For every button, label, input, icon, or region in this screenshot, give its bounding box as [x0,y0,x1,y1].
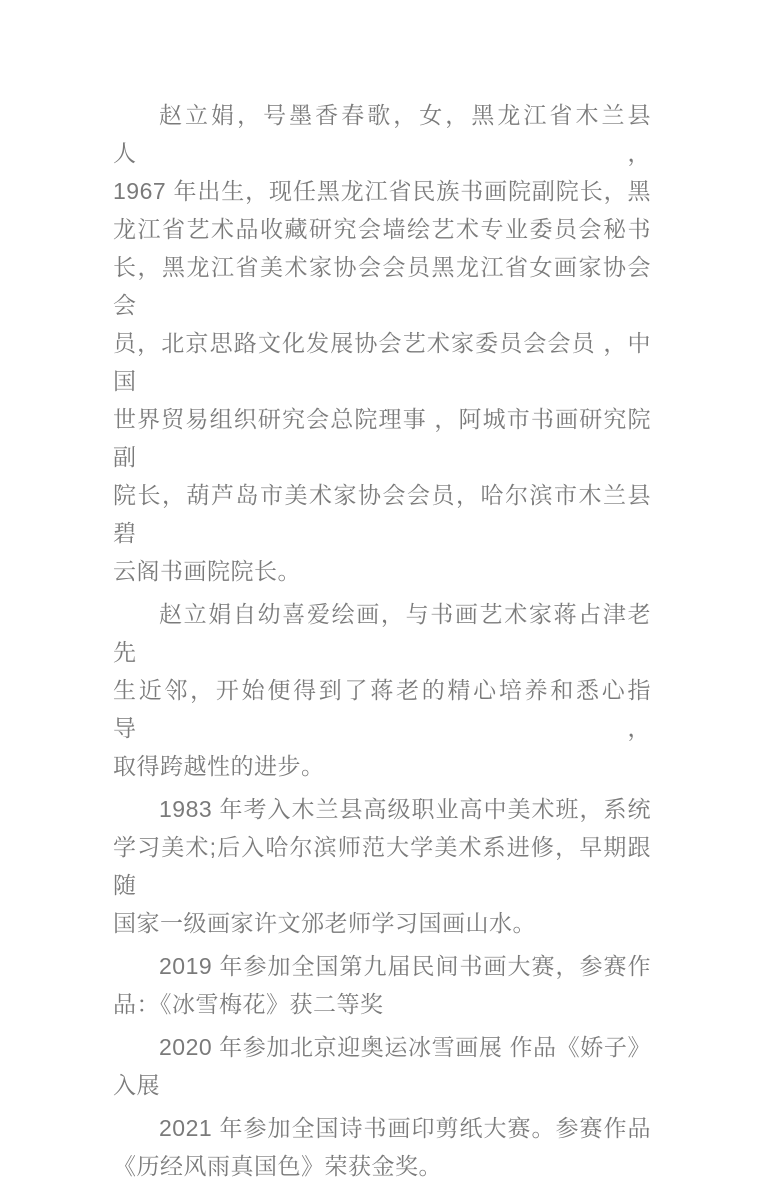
document-text [113,96,651,1190]
paragraph [113,790,651,942]
text-line: 赵立娟，号墨香春歌，女，黑龙江省木兰县人， [113,102,651,166]
paragraph [113,1109,651,1185]
text-line: 赵立娟自幼喜爱绘画，与书画艺术家蒋占津老先 [113,601,651,665]
text-line: 入展 [113,1072,160,1098]
text-line: 云阁书画院院长。 [113,558,301,584]
text-line: 品：《冰雪梅花》获二等奖 [113,991,384,1017]
text-line: 生近邻，开始便得到了蒋老的精心培养和悉心指导， [113,677,651,741]
paragraph [113,1028,651,1104]
text-line: 2021 年参加全国诗书画印剪纸大赛。参赛作品 [159,1115,651,1141]
text-line: 院长，葫芦岛市美术家协会会员，哈尔滨市木兰县碧 [113,482,651,546]
text-line: 取得跨越性的进步。 [113,753,325,779]
text-line: 龙江省艺术品收藏研究会墙绘艺术专业委员会秘书 [113,216,651,242]
text-line: 《历经风雨真国色》荣获金奖。 [113,1153,442,1179]
text-line: 长，黑龙江省美术家协会会员黑龙江省女画家协会会 [113,254,651,318]
text-line: 国家一级画家许文邠老师学习国画山水。 [113,910,536,936]
text-line: 1967 年出生，现任黑龙江省民族书画院副院长，黑 [113,178,651,204]
text-line: 员，北京思路文化发展协会艺术家委员会会员 ，中国 [113,330,651,394]
text-line: 2020 年参加北京迎奥运冰雪画展 作品《娇子》 [159,1034,651,1060]
paragraph [113,947,651,1023]
paragraph [113,96,651,590]
text-line: 学习美术;后入哈尔滨师范大学美术系进修，早期跟随 [113,834,651,898]
text-line: 世界贸易组织研究会总院理事 ，阿城市书画研究院副 [113,406,651,470]
text-line: 2019 年参加全国第九届民间书画大赛，参赛作 [159,953,651,979]
paragraph [113,595,651,785]
text-line: 1983 年考入木兰县高级职业高中美术班，系统 [159,796,651,822]
